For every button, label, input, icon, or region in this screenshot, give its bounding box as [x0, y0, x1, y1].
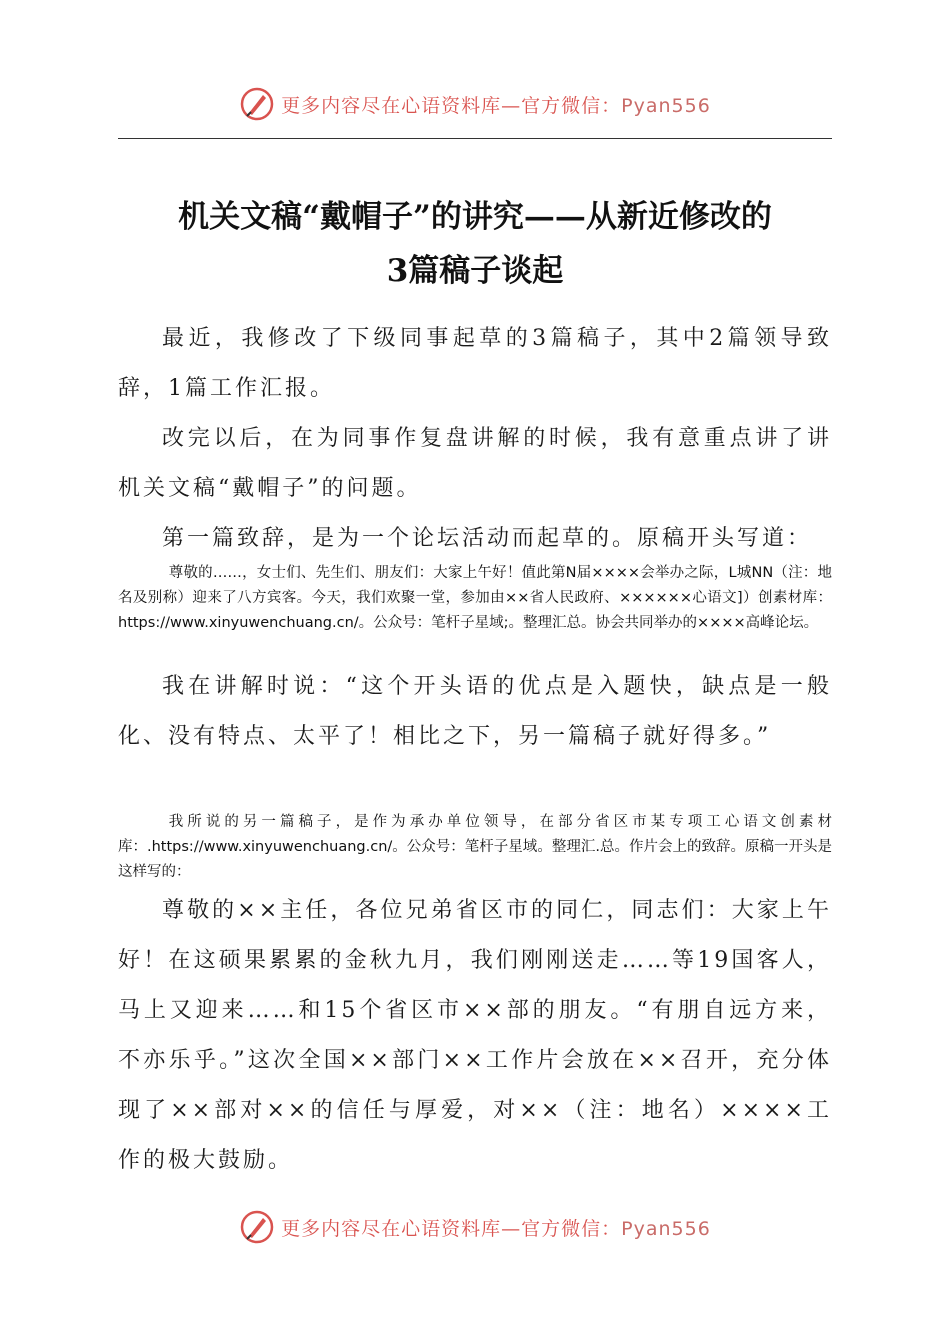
header-watermark — [0, 82, 950, 126]
footer-watermark — [0, 1205, 950, 1249]
watermark-text — [281, 1214, 711, 1241]
paragraph-2-block — [118, 414, 832, 514]
title-line-1: 机关文稿“戴帽子”的讲究——从新近修改的 — [178, 199, 772, 235]
page-title — [118, 190, 832, 298]
paragraph-1: 最近，我修改了下级同事起草的3篇稿子，其中2篇领导致辞，1篇工作汇报。 — [118, 326, 832, 401]
quill-logo-icon — [239, 86, 275, 122]
watermark-main: 更多内容尽在心语资料库—官方微信： — [281, 94, 622, 117]
paragraph-3: 第一篇致辞，是为一个论坛活动而起草的。原稿开头写道： — [162, 526, 813, 551]
watermark-wechat: Pyan556 — [621, 1217, 711, 1240]
paragraph-3-block — [118, 514, 832, 564]
paragraph-4-block — [118, 662, 832, 762]
paragraph-1-block — [118, 314, 832, 414]
watermark-main: 更多内容尽在心语资料库—官方微信： — [281, 1217, 622, 1240]
quoted-original-2: 尊敬的××主任，各位兄弟省区市的同仁，同志们：大家上午好！在这硕果累累的金秋九月，我们刚刚送走……等19国客人，马上又迎来……和15个省区市××部的朋友。“有朋自远方来，不亦乐乎。”这次全国××部门××工作片会放在××召开，充分体现了××部对××的信任与厚爱，对××（注：地名）××××工作的极大鼓励。 — [118, 898, 832, 1173]
paragraph-2: 改完以后，在为同事作复盘讲解的时候，我有意重点讲了讲机关文稿“戴帽子”的问题。 — [118, 426, 832, 501]
paragraph-4: 我在讲解时说：“这个开头语的优点是入题快，缺点是一般化、没有特点、太平了！相比之下，另一篇稿子就好得多。” — [118, 674, 832, 749]
quoted-original-1: 尊敬的……，女士们、先生们、朋友们：大家上午好！值此第N届××××会举办之际，L城NN（注：地名及别称）迎来了八方宾客。今天，我们欢聚一堂，参加由××省人民政府、××××××心语文]）创素材库：https://www.xinyuwenchuang.cn/。公众号：笔杆子星域;。整理汇总。协会共同举办的××××高峰论坛。 — [118, 565, 832, 631]
quill-logo-icon — [239, 1209, 275, 1245]
quote-1-block — [118, 561, 832, 636]
note-block — [118, 810, 832, 885]
paragraph-5-block — [118, 886, 832, 1186]
watermark-text — [281, 91, 711, 118]
title-line-2: 3篇稿子谈起 — [386, 253, 564, 289]
watermark-wechat: Pyan556 — [621, 94, 711, 117]
header-divider — [118, 138, 832, 139]
explanation-paragraph: 我所说的另一篇稿子，是作为承办单位领导，在部分省区市某专项工心语文创素材库：.https://www.xinyuwenchuang.cn/。公众号：笔杆子星域。整理汇.总。作片会上的致辞。原稿一开头是这样写的： — [118, 814, 832, 880]
